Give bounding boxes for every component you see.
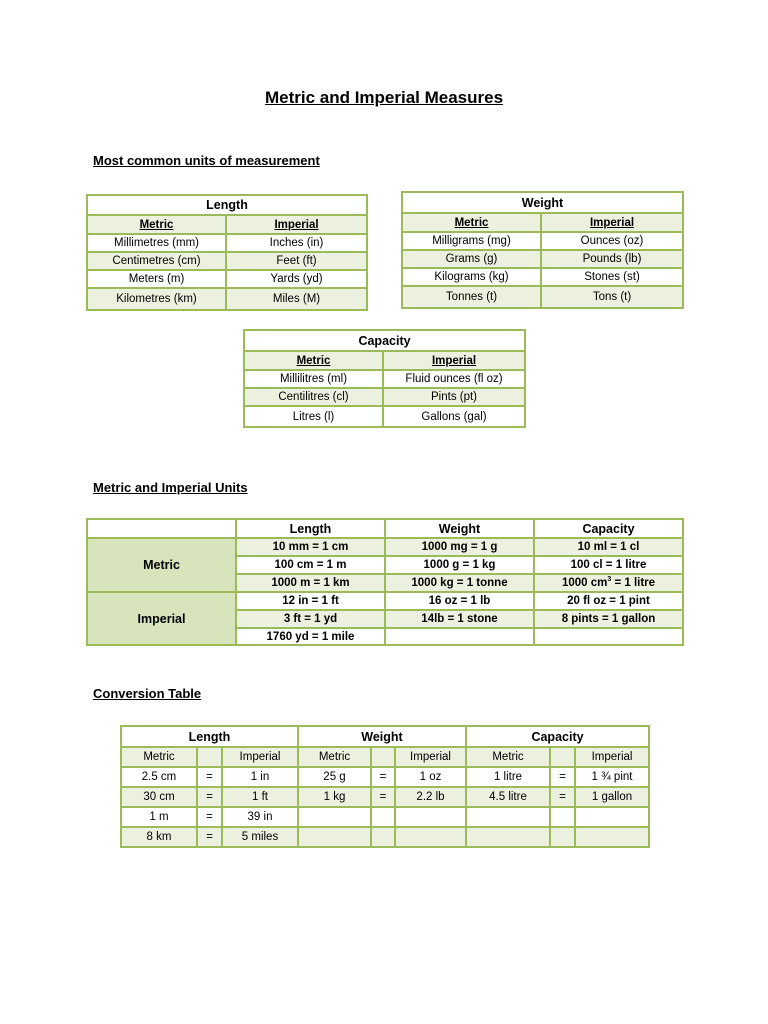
table-cell: 1 oz	[395, 767, 466, 787]
equals-sign	[371, 807, 395, 827]
table-cell	[534, 628, 683, 645]
table-cell: Pints (pt)	[383, 388, 525, 406]
equals-sign: =	[550, 767, 575, 787]
column-header-imperial: Imperial	[395, 747, 466, 767]
table-cell: 100 cm = 1 m	[236, 556, 385, 574]
conversion-table	[120, 725, 650, 848]
equals-sign	[371, 827, 395, 847]
table-cell	[298, 827, 371, 847]
table-corner-cell	[87, 519, 236, 538]
table-title: Length	[87, 195, 367, 215]
page-title: Metric and Imperial Measures	[264, 88, 504, 107]
table-cell: Kilometres (km)	[87, 288, 226, 310]
table-cell: Litres (l)	[244, 406, 383, 427]
table-cell: Meters (m)	[87, 270, 226, 288]
column-group-weight: Weight	[298, 726, 466, 747]
table-title: Weight	[402, 192, 683, 213]
column-header-equals	[371, 747, 395, 767]
table-cell: 30 cm	[121, 787, 197, 807]
table-cell: 3 ft = 1 yd	[236, 610, 385, 628]
table-cell	[575, 827, 649, 847]
table-cell: 1 ¾ pint	[575, 767, 649, 787]
cell-text: = 1 litre	[611, 577, 656, 589]
table-cell: 1 m	[121, 807, 197, 827]
capacity-units-table	[243, 329, 526, 428]
table-cell: Stones (st)	[541, 268, 683, 286]
table-cell: 1 litre	[466, 767, 550, 787]
column-header-equals	[550, 747, 575, 767]
column-header-equals	[197, 747, 222, 767]
table-cell: 20 fl oz = 1 pint	[534, 592, 683, 610]
table-cell: Kilograms (kg)	[402, 268, 541, 286]
section-heading-conversion-table: Conversion Table	[93, 686, 202, 701]
table-cell	[298, 807, 371, 827]
table-cell: 10 mm = 1 cm	[236, 538, 385, 556]
table-cell: 2.5 cm	[121, 767, 197, 787]
column-header-metric: Metric	[298, 747, 371, 767]
equals-sign: =	[197, 787, 222, 807]
length-units-table	[86, 194, 368, 311]
table-cell: Yards (yd)	[226, 270, 367, 288]
table-cell: 16 oz = 1 lb	[385, 592, 534, 610]
metric-imperial-units-table	[86, 518, 684, 646]
table-cell: Tonnes (t)	[402, 286, 541, 308]
column-header-imperial: Imperial	[383, 351, 525, 370]
table-cell: Inches (in)	[226, 234, 367, 252]
column-header-metric: Metric	[402, 213, 541, 232]
column-header-imperial: Imperial	[575, 747, 649, 767]
table-cell: Fluid ounces (fl oz)	[383, 370, 525, 388]
equals-sign	[550, 807, 575, 827]
superscript: 3	[607, 576, 612, 584]
table-cell: 1 ft	[222, 787, 298, 807]
table-cell: 2.2 lb	[395, 787, 466, 807]
table-cell	[534, 574, 683, 592]
table-cell: Miles (M)	[226, 288, 367, 310]
table-cell: 8 km	[121, 827, 197, 847]
table-cell: 100 cl = 1 litre	[534, 556, 683, 574]
equals-sign: =	[550, 787, 575, 807]
column-header-length: Length	[236, 519, 385, 538]
row-header-imperial: Imperial	[87, 592, 236, 645]
table-cell: 1 kg	[298, 787, 371, 807]
column-header-imperial: Imperial	[226, 215, 367, 234]
table-cell: Grams (g)	[402, 250, 541, 268]
table-cell: 1000 g = 1 kg	[385, 556, 534, 574]
table-cell: Centilitres (cl)	[244, 388, 383, 406]
table-cell	[575, 807, 649, 827]
column-header-imperial: Imperial	[222, 747, 298, 767]
equals-sign: =	[197, 767, 222, 787]
equals-sign: =	[197, 827, 222, 847]
column-header-capacity: Capacity	[534, 519, 683, 538]
table-title: Capacity	[244, 330, 525, 351]
table-cell: Millilitres (ml)	[244, 370, 383, 388]
table-cell	[395, 807, 466, 827]
equals-sign	[550, 827, 575, 847]
column-header-imperial: Imperial	[541, 213, 683, 232]
table-cell: 4.5 litre	[466, 787, 550, 807]
table-cell: 5 miles	[222, 827, 298, 847]
equals-sign: =	[197, 807, 222, 827]
table-cell: 25 g	[298, 767, 371, 787]
table-cell: 1760 yd = 1 mile	[236, 628, 385, 645]
table-cell	[385, 628, 534, 645]
column-header-metric: Metric	[87, 215, 226, 234]
table-cell	[395, 827, 466, 847]
table-cell: 10 ml = 1 cl	[534, 538, 683, 556]
row-header-metric: Metric	[87, 538, 236, 592]
table-cell: 12 in = 1 ft	[236, 592, 385, 610]
column-group-capacity: Capacity	[466, 726, 649, 747]
cell-text: 1000 cm	[561, 577, 608, 589]
table-cell: 1000 m = 1 km	[236, 574, 385, 592]
table-cell: Millimetres (mm)	[87, 234, 226, 252]
weight-units-table	[401, 191, 684, 309]
column-header-weight: Weight	[385, 519, 534, 538]
column-header-metric: Metric	[466, 747, 550, 767]
table-cell: 39 in	[222, 807, 298, 827]
table-cell: 14lb = 1 stone	[385, 610, 534, 628]
equals-sign: =	[371, 787, 395, 807]
column-group-length: Length	[121, 726, 298, 747]
table-cell: Ounces (oz)	[541, 232, 683, 250]
table-cell: Tons (t)	[541, 286, 683, 308]
table-cell: 1 in	[222, 767, 298, 787]
table-cell: Pounds (lb)	[541, 250, 683, 268]
table-cell: 1 gallon	[575, 787, 649, 807]
table-cell: 1000 mg = 1 g	[385, 538, 534, 556]
table-cell: 8 pints = 1 gallon	[534, 610, 683, 628]
table-cell: Milligrams (mg)	[402, 232, 541, 250]
column-header-metric: Metric	[121, 747, 197, 767]
section-heading-metric-imperial-units: Metric and Imperial Units	[93, 480, 248, 495]
table-cell: 1000 kg = 1 tonne	[385, 574, 534, 592]
table-cell	[466, 807, 550, 827]
section-heading-common-units: Most common units of measurement	[93, 153, 320, 168]
column-header-metric: Metric	[244, 351, 383, 370]
table-cell	[466, 827, 550, 847]
equals-sign: =	[371, 767, 395, 787]
table-cell: Feet (ft)	[226, 252, 367, 270]
table-cell: Centimetres (cm)	[87, 252, 226, 270]
table-cell: Gallons (gal)	[383, 406, 525, 427]
